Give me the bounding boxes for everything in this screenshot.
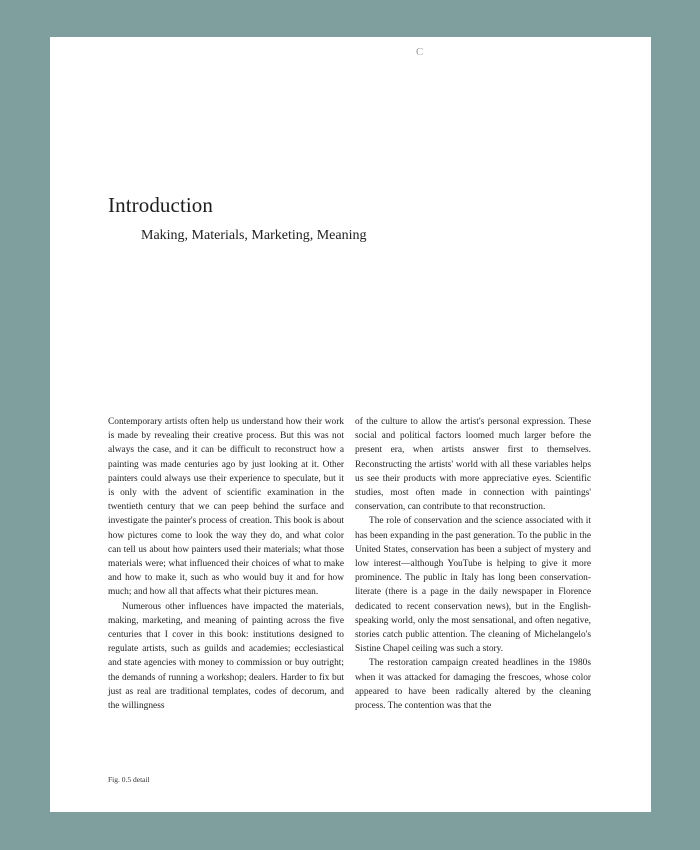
figure-caption: Fig. 0.5 detail (108, 775, 150, 784)
paragraph: Numerous other influences have impacted the materials, making, marketing, and meaning of painting across the five centuries that I cover in this book: institutions designed to regulate artists, such as guilds and academies; ecclesiastical and state agencies with money to commission or buy outright; the demands of running a workshop; dealers. Harder to fix but just as real are traditional templates, codes of decorum, and the willingness (108, 601, 344, 712)
page-title: Introduction (108, 193, 214, 217)
paragraph: The role of conservation and the science associated with it has been expanding in the past generation. To the public in the United States, conservation has been a subject of mystery and low interest—although YouTube is helping to give it more prominence. The public in Italy has long been conservation-literate (there is a page in the daily newspaper in Florence dedicated to recent conservation news), but in the English-speaking world, only the most sensational, and often negative, stories catch public attention. The cleaning of Michelangelo's Sistine Chapel ceiling was such a story. (355, 516, 591, 655)
page-mark: C (416, 46, 424, 58)
paragraph: of the culture to allow the artist's personal expression. These social and political factors loomed much larger before the present era, when artists answer first to themselves. Reconstructing the artists' world with all these variables helps us see their products with more appreciative eyes. Scientific studies, most often made in connection with paintings' conservation, can contribute to that reconstruction. (355, 417, 591, 513)
text-column-left (108, 415, 344, 713)
book-page (50, 37, 651, 812)
paragraph: The restoration campaign created headlines in the 1980s when it was attacked for damaging the frescoes, whose color appeared to have been radically altered by the cleaning process. The contention was that the (355, 658, 591, 712)
page-subtitle: Making, Materials, Marketing, Meaning (141, 228, 367, 243)
paragraph: Contemporary artists often help us understand how their work is made by revealing their creative process. But this was not always the case, and it can be difficult to reconstruct how a painting was made centuries ago by just looking at it. Other painters could always use their experience to speculate, but it is only with the advent of scientific examination in the twentieth century that we can peep behind the surface and investigate the painter's process of creation. This book is about how pictures come to look the way they do, and what color can tell us about how painters used their materials; what those materials were; what influenced their choices of what to make and how to make it, such as who would buy it and for how much; and how all that affects what their pictures mean. (108, 417, 344, 598)
text-column-right (355, 415, 591, 713)
